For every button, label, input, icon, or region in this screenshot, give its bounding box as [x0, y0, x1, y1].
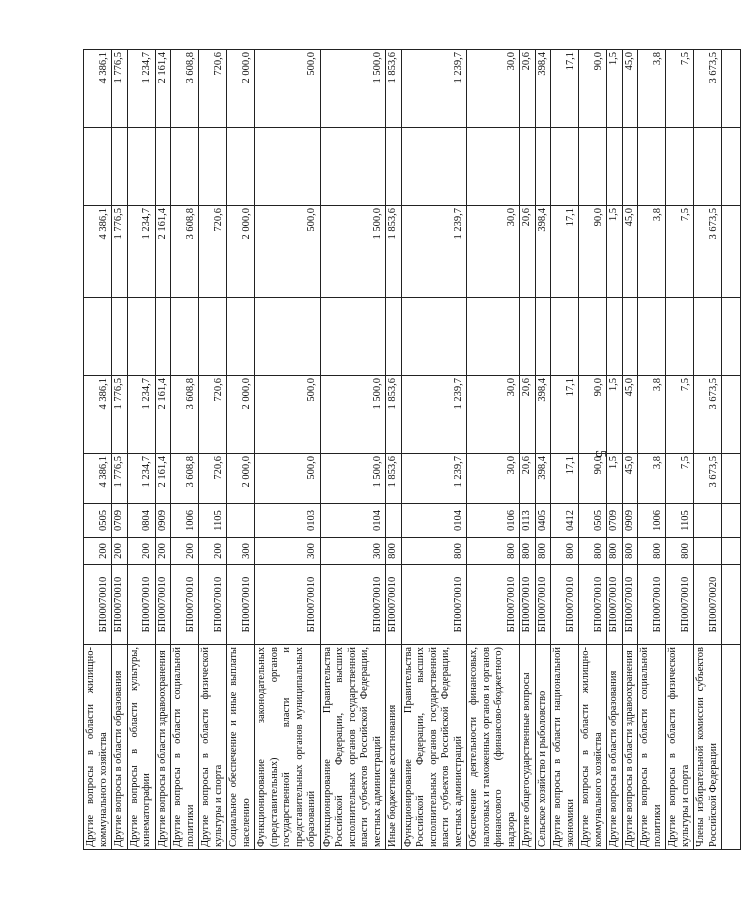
- table-row: [84, 50, 112, 850]
- cell-vr: 800: [551, 538, 579, 565]
- table-spacer-row: [722, 50, 741, 850]
- cell-v2: 7,5: [666, 376, 694, 454]
- cell-v6: 2 000,0: [227, 50, 255, 128]
- cell-v1: 398,4: [535, 454, 551, 504]
- cell-csr: БП00070010: [171, 565, 199, 645]
- table-row: [551, 50, 579, 850]
- cell-vr: 300: [320, 538, 386, 565]
- table-row: [401, 50, 467, 850]
- cell-v1: 720,6: [199, 454, 227, 504]
- cell-v6: 3 673,5: [694, 50, 722, 128]
- cell-v1: 3 608,8: [171, 454, 199, 504]
- cell-v4: 1 776,5: [112, 206, 128, 298]
- cell-v4: 20,6: [520, 206, 536, 298]
- table-row: [579, 50, 607, 850]
- cell-name: Другие вопросы в области образования: [112, 645, 128, 850]
- cell-v4: 2 000,0: [227, 206, 255, 298]
- cell-v1: 90,0: [579, 454, 607, 504]
- empty-cell: [722, 128, 741, 206]
- cell-v2: 20,6: [520, 376, 536, 454]
- cell-rz: 0804: [127, 504, 155, 538]
- cell-v5: [112, 128, 128, 206]
- cell-rz: 0104: [401, 504, 467, 538]
- table-row: [199, 50, 227, 850]
- cell-rz: 0106: [467, 504, 520, 538]
- cell-v4: 90,0: [579, 206, 607, 298]
- cell-v5: [401, 128, 467, 206]
- cell-v2: 1 500,0: [320, 376, 386, 454]
- cell-v3: [255, 298, 321, 376]
- cell-v6: 4 386,1: [84, 50, 112, 128]
- cell-name: Другие вопросы в области национальной экономики: [551, 645, 579, 850]
- cell-vr: 800: [666, 538, 694, 565]
- cell-v6: 20,6: [520, 50, 536, 128]
- table-row: [520, 50, 536, 850]
- table-row: [171, 50, 199, 850]
- cell-rz: 0505: [84, 504, 112, 538]
- table-row: [227, 50, 255, 850]
- cell-v6: 30,0: [467, 50, 520, 128]
- rotated-page-content: [83, 50, 719, 850]
- cell-v4: 17,1: [551, 206, 579, 298]
- cell-v2: 1 239,7: [401, 376, 467, 454]
- table-row: [622, 50, 638, 850]
- cell-v1: 4 386,1: [84, 454, 112, 504]
- cell-vr: 200: [155, 538, 171, 565]
- cell-v1: 7,5: [666, 454, 694, 504]
- cell-v2: 45,0: [622, 376, 638, 454]
- cell-v5: [386, 128, 402, 206]
- cell-v6: 3 608,8: [171, 50, 199, 128]
- page-number: 5: [592, 450, 609, 458]
- cell-v5: [171, 128, 199, 206]
- cell-v3: [199, 298, 227, 376]
- cell-v3: [84, 298, 112, 376]
- cell-v3: [607, 298, 623, 376]
- cell-v2: 30,0: [467, 376, 520, 454]
- cell-csr: БП00070020: [694, 565, 722, 645]
- cell-v3: [666, 298, 694, 376]
- cell-vr: 800: [535, 538, 551, 565]
- cell-v1: 1,5: [607, 454, 623, 504]
- table-row: [112, 50, 128, 850]
- cell-v4: 3 608,8: [171, 206, 199, 298]
- cell-csr: БП00070010: [227, 565, 255, 645]
- cell-v3: [386, 298, 402, 376]
- cell-v4: 3 673,5: [694, 206, 722, 298]
- cell-vr: 800: [579, 538, 607, 565]
- cell-rz: 0909: [622, 504, 638, 538]
- cell-v6: 3,8: [638, 50, 666, 128]
- cell-v3: [127, 298, 155, 376]
- cell-csr: БП00070010: [199, 565, 227, 645]
- cell-v5: [551, 128, 579, 206]
- cell-v2: 3 608,8: [171, 376, 199, 454]
- cell-vr: 800: [467, 538, 520, 565]
- cell-csr: БП00070010: [551, 565, 579, 645]
- cell-v1: 17,1: [551, 454, 579, 504]
- cell-v5: [666, 128, 694, 206]
- cell-v3: [467, 298, 520, 376]
- cell-vr: [694, 538, 722, 565]
- cell-name: Социальное обеспечение и иные выплаты населению: [227, 645, 255, 850]
- cell-rz: 0103: [255, 504, 321, 538]
- cell-csr: БП00070010: [535, 565, 551, 645]
- cell-name: Другие вопросы в области жилищно-коммунального хозяйства: [84, 645, 112, 850]
- cell-v1: 500,0: [255, 454, 321, 504]
- cell-v2: 398,4: [535, 376, 551, 454]
- cell-v5: [607, 128, 623, 206]
- cell-v3: [320, 298, 386, 376]
- cell-rz: 0113: [520, 504, 536, 538]
- cell-v6: 2 161,4: [155, 50, 171, 128]
- cell-rz: 1006: [171, 504, 199, 538]
- cell-csr: БП00070010: [112, 565, 128, 645]
- table-row: [467, 50, 520, 850]
- cell-rz: 1006: [638, 504, 666, 538]
- cell-csr: БП00070010: [579, 565, 607, 645]
- cell-name: Функционирование законодательных (представительных) органов государственной власти и представительных органов муниципальных образований: [255, 645, 321, 850]
- cell-v4: 1 239,7: [401, 206, 467, 298]
- empty-cell: [722, 298, 741, 376]
- cell-rz: [694, 504, 722, 538]
- cell-v2: 1 853,6: [386, 376, 402, 454]
- cell-name: Другие вопросы в области здравоохранения: [622, 645, 638, 850]
- cell-v4: 1 853,6: [386, 206, 402, 298]
- cell-rz: [227, 504, 255, 538]
- table-row: [127, 50, 155, 850]
- cell-v2: 3 673,5: [694, 376, 722, 454]
- table-row: [386, 50, 402, 850]
- cell-vr: 300: [227, 538, 255, 565]
- cell-name: Другие вопросы в области физической культуры и спорта: [199, 645, 227, 850]
- cell-v1: 3,8: [638, 454, 666, 504]
- cell-csr: БП00070010: [607, 565, 623, 645]
- cell-v5: [227, 128, 255, 206]
- cell-v6: 398,4: [535, 50, 551, 128]
- cell-v5: [622, 128, 638, 206]
- empty-cell: [722, 50, 741, 128]
- cell-v3: [638, 298, 666, 376]
- cell-v1: 45,0: [622, 454, 638, 504]
- table-row: [607, 50, 623, 850]
- cell-csr: БП00070010: [666, 565, 694, 645]
- cell-v5: [467, 128, 520, 206]
- cell-rz: [386, 504, 402, 538]
- cell-v4: 45,0: [622, 206, 638, 298]
- cell-vr: 200: [199, 538, 227, 565]
- cell-name: Другие вопросы в области социальной политики: [638, 645, 666, 850]
- cell-vr: 200: [171, 538, 199, 565]
- cell-vr: 300: [255, 538, 321, 565]
- cell-v6: 1,5: [607, 50, 623, 128]
- table-row: [255, 50, 321, 850]
- cell-vr: 800: [638, 538, 666, 565]
- cell-name: Функционирование Правительства Российской Федерации, высших исполнительных органов государственной власти субъектов Российской Федерации, местных администраций: [320, 645, 386, 850]
- cell-v6: 90,0: [579, 50, 607, 128]
- cell-v5: [579, 128, 607, 206]
- cell-v5: [127, 128, 155, 206]
- cell-v4: 30,0: [467, 206, 520, 298]
- cell-v5: [320, 128, 386, 206]
- cell-v3: [112, 298, 128, 376]
- cell-csr: БП00070010: [401, 565, 467, 645]
- cell-csr: БП00070010: [622, 565, 638, 645]
- cell-v6: 17,1: [551, 50, 579, 128]
- cell-v6: 720,6: [199, 50, 227, 128]
- cell-v3: [579, 298, 607, 376]
- table-row: [155, 50, 171, 850]
- cell-v1: 3 673,5: [694, 454, 722, 504]
- empty-cell: [722, 376, 741, 454]
- cell-v2: 90,0: [579, 376, 607, 454]
- cell-v4: 500,0: [255, 206, 321, 298]
- cell-name: Другие вопросы в области социальной политики: [171, 645, 199, 850]
- cell-v2: 2 161,4: [155, 376, 171, 454]
- cell-vr: 800: [622, 538, 638, 565]
- cell-vr: 200: [84, 538, 112, 565]
- cell-v1: 1 239,7: [401, 454, 467, 504]
- table-row: [694, 50, 722, 850]
- empty-cell: [722, 454, 741, 504]
- cell-v5: [155, 128, 171, 206]
- table-row: [535, 50, 551, 850]
- cell-name: Другие вопросы в области образования: [607, 645, 623, 850]
- cell-name: Другие вопросы в области жилищно-коммунального хозяйства: [579, 645, 607, 850]
- cell-v5: [199, 128, 227, 206]
- cell-v4: 2 161,4: [155, 206, 171, 298]
- cell-v2: 1 776,5: [112, 376, 128, 454]
- empty-cell: [722, 504, 741, 538]
- cell-v2: 1 234,7: [127, 376, 155, 454]
- cell-v1: 1 500,0: [320, 454, 386, 504]
- cell-v1: 2 161,4: [155, 454, 171, 504]
- cell-rz: 0412: [551, 504, 579, 538]
- cell-vr: 800: [520, 538, 536, 565]
- cell-vr: 200: [112, 538, 128, 565]
- cell-csr: БП00070010: [520, 565, 536, 645]
- cell-v3: [622, 298, 638, 376]
- cell-v5: [255, 128, 321, 206]
- cell-v4: 1,5: [607, 206, 623, 298]
- cell-v3: [694, 298, 722, 376]
- empty-cell: [722, 538, 741, 565]
- cell-v5: [520, 128, 536, 206]
- cell-v5: [694, 128, 722, 206]
- cell-v6: 1 500,0: [320, 50, 386, 128]
- budget-table: [83, 49, 741, 850]
- cell-name: Члены избирательной комиссии субъектов Российской Федерации: [694, 645, 722, 850]
- cell-name: Обеспечение деятельности финансовых, налоговых и таможенных органов и органов финансового (финансово-бюджетного) надзора: [467, 645, 520, 850]
- cell-name: Сельское хозяйство и рыболовство: [535, 645, 551, 850]
- cell-name: Другие общегосударственные вопросы: [520, 645, 536, 850]
- cell-v3: [520, 298, 536, 376]
- cell-v6: 45,0: [622, 50, 638, 128]
- cell-v2: 2 000,0: [227, 376, 255, 454]
- cell-name: Другие вопросы в области здравоохранения: [155, 645, 171, 850]
- empty-cell: [722, 565, 741, 645]
- cell-v2: 1,5: [607, 376, 623, 454]
- cell-v2: 17,1: [551, 376, 579, 454]
- cell-name: Иные бюджетные ассигнования: [386, 645, 402, 850]
- cell-rz: 0104: [320, 504, 386, 538]
- cell-v5: [535, 128, 551, 206]
- cell-v4: 1 234,7: [127, 206, 155, 298]
- table-row: [666, 50, 694, 850]
- cell-v2: 4 386,1: [84, 376, 112, 454]
- table-row: [638, 50, 666, 850]
- cell-v3: [227, 298, 255, 376]
- cell-v4: 4 386,1: [84, 206, 112, 298]
- cell-v6: 7,5: [666, 50, 694, 128]
- cell-v1: 20,6: [520, 454, 536, 504]
- cell-v3: [535, 298, 551, 376]
- cell-v2: 500,0: [255, 376, 321, 454]
- cell-v5: [638, 128, 666, 206]
- cell-vr: 800: [607, 538, 623, 565]
- cell-csr: БП00070010: [255, 565, 321, 645]
- cell-v2: 720,6: [199, 376, 227, 454]
- cell-v1: 1 234,7: [127, 454, 155, 504]
- cell-v4: 720,6: [199, 206, 227, 298]
- cell-csr: БП00070010: [84, 565, 112, 645]
- cell-v1: 1 853,6: [386, 454, 402, 504]
- cell-v4: 398,4: [535, 206, 551, 298]
- cell-rz: 0709: [607, 504, 623, 538]
- cell-csr: БП00070010: [127, 565, 155, 645]
- cell-rz: 0505: [579, 504, 607, 538]
- cell-v6: 500,0: [255, 50, 321, 128]
- table-row: [320, 50, 386, 850]
- cell-v6: 1 776,5: [112, 50, 128, 128]
- cell-v4: 3,8: [638, 206, 666, 298]
- cell-v3: [401, 298, 467, 376]
- cell-rz: 0909: [155, 504, 171, 538]
- cell-v3: [155, 298, 171, 376]
- empty-cell: [722, 206, 741, 298]
- cell-csr: БП00070010: [638, 565, 666, 645]
- cell-v5: [84, 128, 112, 206]
- cell-rz: 0405: [535, 504, 551, 538]
- cell-v6: 1 853,6: [386, 50, 402, 128]
- cell-v4: 7,5: [666, 206, 694, 298]
- cell-v6: 1 239,7: [401, 50, 467, 128]
- cell-csr: БП00070010: [320, 565, 386, 645]
- cell-vr: 800: [386, 538, 402, 565]
- cell-v1: 30,0: [467, 454, 520, 504]
- cell-csr: БП00070010: [467, 565, 520, 645]
- cell-name: Функционирование Правительства Российской Федерации, высших исполнительных органов государственной власти субъектов Российской Федерации, местных администраций: [401, 645, 467, 850]
- cell-rz: 1105: [199, 504, 227, 538]
- cell-v1: 2 000,0: [227, 454, 255, 504]
- cell-csr: БП00070010: [386, 565, 402, 645]
- cell-rz: 1105: [666, 504, 694, 538]
- cell-v6: 1 234,7: [127, 50, 155, 128]
- cell-name: Другие вопросы в области культуры, кинематографии: [127, 645, 155, 850]
- cell-v3: [171, 298, 199, 376]
- cell-name: Другие вопросы в области физической культуры и спорта: [666, 645, 694, 850]
- cell-v1: 1 776,5: [112, 454, 128, 504]
- cell-rz: 0709: [112, 504, 128, 538]
- cell-v3: [551, 298, 579, 376]
- empty-cell: [722, 645, 741, 850]
- cell-csr: БП00070010: [155, 565, 171, 645]
- cell-v2: 3,8: [638, 376, 666, 454]
- cell-vr: 200: [127, 538, 155, 565]
- cell-vr: 800: [401, 538, 467, 565]
- cell-v4: 1 500,0: [320, 206, 386, 298]
